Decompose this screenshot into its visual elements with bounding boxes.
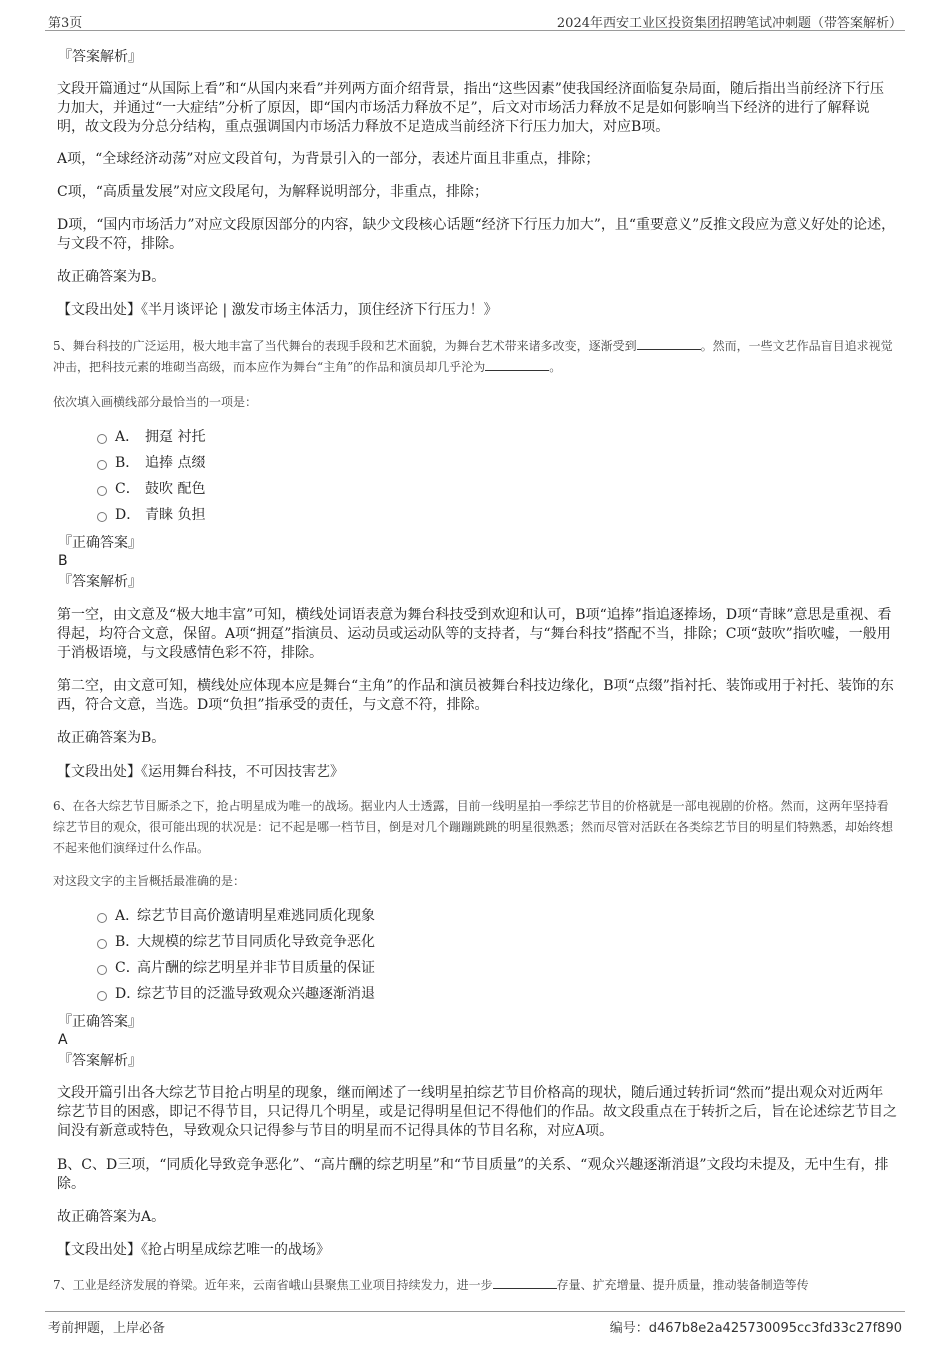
q6-instruction: 对这段文字的主旨概括最准确的是：: [53, 874, 246, 888]
q6-analysis-p1: 文段开篇引出各大综艺节目抢占明星的现象，继而阐述了一线明星拍综艺节目价格高的现状，随后通过转折词“然而”提出观众对近两年综艺节目的困惑，即记不得节目，只记得几个明星，或是记得明星但记不得他们的作品。故文段重点在于转折之后，旨在论述综艺节目之间没有新意或特色，导致观众只记得参与节目的明星而不记得具体的节目名称，对应A项。: [57, 1085, 897, 1139]
radio-icon[interactable]: [97, 434, 107, 444]
page-number: 第3页: [48, 16, 83, 31]
footer-slogan: 考前押题，上岸必备: [48, 1321, 166, 1336]
q5-instruction: 依次填入画横线部分最恰当的一项是：: [53, 395, 258, 409]
q5-option-d[interactable]: D． 青睐 负担: [97, 506, 205, 524]
q5-answer: B: [58, 553, 68, 569]
blank-1: [493, 1278, 557, 1289]
q4-analysis-p1: 文段开篇通过“从国际上看”和“从国内来看”并列两方面介绍背景，指出“这些因素”使我国经济面临复杂局面，随后指出当前经济下行压力加大，并通过“一大症结”分析了原因，即“国内市场活力释放不足”，后文对市场活力释放不足是如何影响当下经济的进行了解释说明，故文段为分总分结构，重点强调国内市场活力释放不足造成当前经济下行压力加大，对应B项。: [57, 81, 884, 135]
q6-conclusion: 故正确答案为A。: [57, 1209, 166, 1225]
q5-option-b[interactable]: B． 追捧 点缀: [97, 454, 205, 472]
document-title: 2024年西安工业区投资集团招聘笔试冲刺题（带答案解析）: [556, 16, 902, 31]
radio-icon[interactable]: [97, 965, 107, 975]
q6-stem: 6、在各大综艺节目厮杀之下，抢占明星成为唯一的战场。据业内人士透露，目前一线明星拍一季综艺节目的价格就是一部电视剧的价格。然而，这两年坚持看综艺节目的观众，很可能出现的状况是：记不起是哪一档节目，倒是对几个蹦蹦跳跳的明星很熟悉；然而尽管对活跃在各类综艺节目的明星们特熟悉，却始终想不起来他们演绎过什么作品。: [53, 799, 894, 855]
q6-option-a[interactable]: A． 综艺节目高价邀请明星难逃同质化现象: [97, 907, 375, 925]
q5-conclusion: 故正确答案为B。: [57, 730, 166, 746]
blank-1: [637, 339, 701, 350]
radio-icon[interactable]: [97, 939, 107, 949]
q4-conclusion: 故正确答案为B。: [57, 269, 166, 285]
q5-analysis-p2: 第二空，由文意可知，横线处应体现本应是舞台“主角”的作品和演员被舞台科技边缘化，B项“点缀”指衬托、装饰或用于衬托、装饰的东西，符合文意，当选。D项“负担”指承受的责任，与文意不符，排除。: [57, 678, 894, 713]
q4-analysis-p2: A项，“全球经济动荡”对应文段首句，为背景引入的一部分，表述片面且非重点，排除；: [57, 151, 600, 167]
q6-option-b[interactable]: B． 大规模的综艺节目同质化导致竞争恶化: [97, 933, 375, 951]
document-code: 编号：d467b8e2a425730095cc3fd33c27f890: [609, 1321, 902, 1336]
analysis-tag-q6: 『答案解析』: [58, 1053, 142, 1069]
radio-icon[interactable]: [97, 486, 107, 496]
q5-stem: 5、舞台科技的广泛运用，极大地丰富了当代舞台的表现手段和艺术面貌，为舞台艺术带来诸多改变，逐渐受到 。然而，一些文艺作品盲目追求视觉冲击，把科技元素的堆砌当高级，而本应作为舞台“主角”的作品和演员却几乎沦为 。: [53, 339, 893, 374]
page-footer: [45, 1311, 905, 1336]
radio-icon[interactable]: [97, 460, 107, 470]
q6-answer: A: [58, 1032, 68, 1048]
q5-option-a[interactable]: A． 拥趸 衬托: [97, 428, 205, 446]
q6-analysis-p2: B、C、D三项，“同质化导致竞争恶化”、“高片酬的综艺明星”和“节目质量”的关系、“观众兴趣逐渐消退”文段均未提及，无中生有，排除。: [57, 1157, 889, 1192]
q6-source: 【文段出处】《抢占明星成综艺唯一的战场》: [57, 1242, 330, 1258]
q5-analysis-p1: 第一空，由文意及“极大地丰富”可知，横线处词语表意为舞台科技受到欢迎和认可，B项“追捧”指追逐捧场，D项“青睐”意思是重视、看得起，均符合文意，保留。A项“拥趸”指演员、运动员或运动队等的支持者，与“舞台科技”搭配不当，排除；C项“鼓吹”指吹嘘，一般用于消极语境，与文段感情色彩不符，排除。: [57, 607, 892, 661]
q4-analysis-p3: C项，“高质量发展”对应文段尾句，为解释说明部分，非重点，排除；: [57, 184, 489, 200]
q7-stem: 7、工业是经济发展的脊梁。近年来，云南省峨山县聚焦工业项目持续发力，进一步 存量、扩充增量、提升质量，推动装备制造等传: [53, 1278, 809, 1292]
radio-icon[interactable]: [97, 512, 107, 522]
analysis-tag-q5: 『答案解析』: [58, 574, 142, 590]
correct-answer-tag-q5: 『正确答案』: [58, 535, 142, 551]
q5-source: 【文段出处】《运用舞台科技，不可因技害艺》: [57, 764, 344, 780]
analysis-tag-q4: 『答案解析』: [58, 49, 142, 65]
radio-icon[interactable]: [97, 991, 107, 1001]
q6-option-d[interactable]: D． 综艺节目的泛滥导致观众兴趣逐渐消退: [97, 985, 375, 1003]
blank-2: [485, 360, 549, 371]
q6-option-c[interactable]: C． 高片酬的综艺明星并非节目质量的保证: [97, 959, 375, 977]
q5-option-c[interactable]: C． 鼓吹 配色: [97, 480, 205, 498]
q4-analysis-p4: D项，“国内市场活力”对应文段原因部分的内容，缺少文段核心话题“经济下行压力加大”，且“重要意义”反推文段应为意义好处的论述，与文段不符，排除。: [57, 217, 896, 252]
q4-source: 【文段出处】《半月谈评论 | 激发市场主体活力，顶住经济下行压力！》: [57, 302, 498, 318]
radio-icon[interactable]: [97, 913, 107, 923]
correct-answer-tag-q6: 『正确答案』: [58, 1014, 142, 1030]
page-header: [45, 10, 905, 31]
